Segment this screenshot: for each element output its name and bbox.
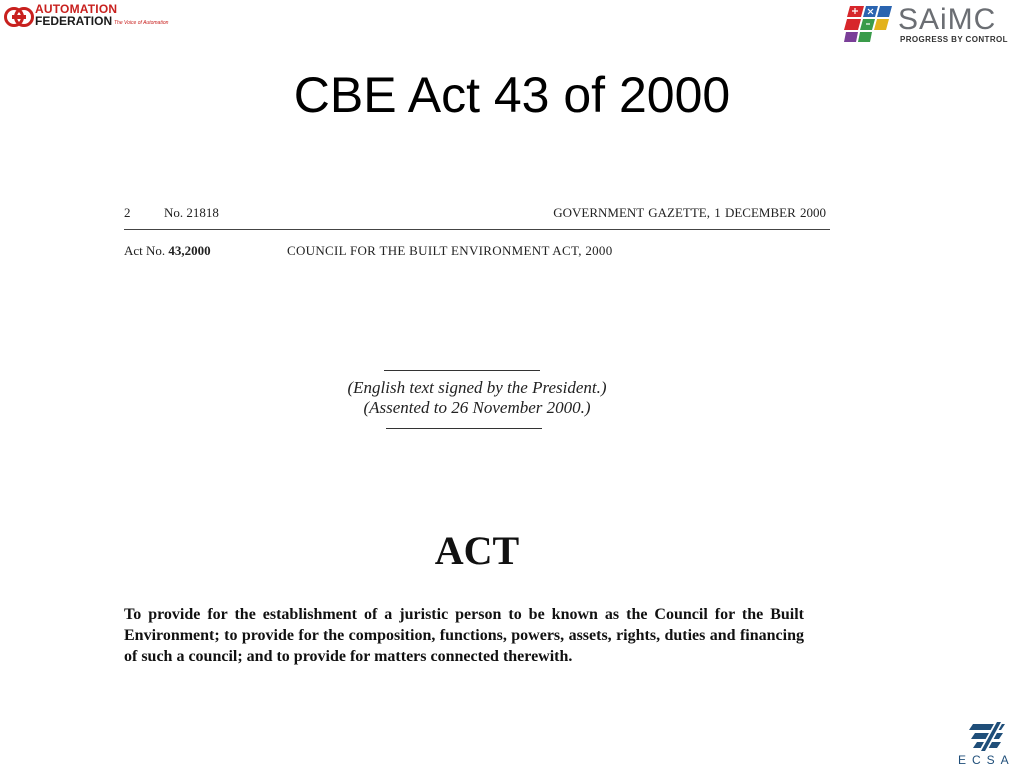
automation-federation-emblem-icon: [4, 5, 34, 29]
slide-title: CBE Act 43 of 2000: [293, 67, 731, 123]
act-document-scan: [124, 200, 830, 700]
gazette-title: GOVERNMENT GAZETTE, 1 DECEMBER 2000: [553, 205, 826, 220]
saimc-tagline: PROGRESS BY CONTROL: [900, 35, 1008, 44]
automation-federation-wordmark: [35, 3, 117, 27]
header-rule: [124, 229, 830, 230]
assent-line-date: (Assented to 26 November 2000.): [363, 398, 591, 417]
assent-line-signed: (English text signed by the President.): [347, 378, 607, 397]
act-number-line: [124, 243, 211, 259]
assent-bottom-rule: [386, 428, 542, 429]
af-line-federation: FEDERATION: [35, 14, 113, 28]
act-number-label: Act No.: [124, 243, 166, 258]
gazette-number: No. 21818: [164, 205, 219, 220]
saimc-wordmark: SAiMC: [898, 3, 997, 36]
ecsa-wordmark: ECSA: [958, 753, 1015, 767]
page-marker: 2: [124, 205, 131, 220]
act-running-title: COUNCIL FOR THE BUILT ENVIRONMENT ACT, 2000: [287, 243, 613, 258]
saimc-emblem-icon: [844, 4, 894, 44]
ecsa-emblem-icon: [965, 720, 1011, 752]
assent-top-rule: [384, 370, 540, 371]
saimc-logo: [844, 4, 1022, 46]
act-purpose-paragraph: To provide for the establishment of a juristic person to be known as the Council for the Built Environment; to provide for the composition, functions, powers, assets, rights, duties and financing of such a council; and to provide for matters connected therewith.: [124, 606, 804, 665]
act-number-value: 43,2000: [168, 243, 211, 258]
automation-federation-logo: [4, 3, 204, 31]
assent-note: [124, 378, 830, 418]
act-heading: ACT: [434, 528, 520, 573]
ecsa-logo: [955, 720, 1021, 768]
af-tagline: The Voice of Automation: [114, 20, 169, 26]
af-line-automation: AUTOMATION: [35, 2, 118, 16]
